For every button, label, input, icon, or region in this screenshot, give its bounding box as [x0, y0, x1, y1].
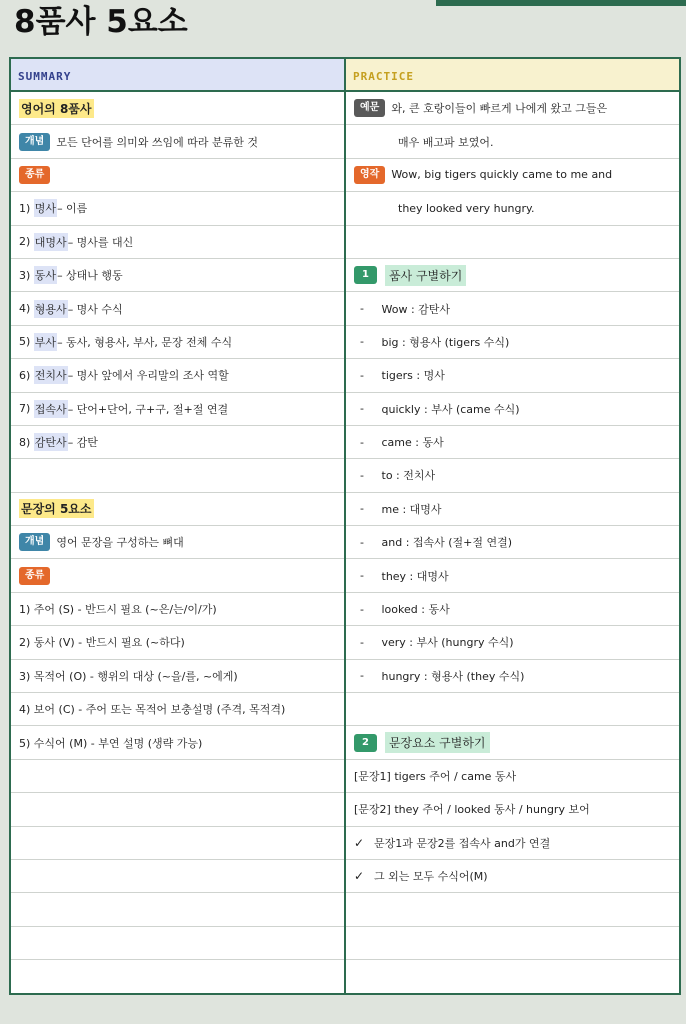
list-item — [11, 292, 344, 325]
sentence-elements-title-row — [11, 493, 344, 526]
elements-concept-row — [11, 526, 344, 559]
list-item: - Wow : 감탄사 — [346, 292, 679, 325]
section1-number-badge: 1 — [354, 266, 377, 284]
item-number: 4) — [19, 302, 31, 316]
types-badge: 종류 — [19, 166, 50, 184]
item-term: 대명사 — [34, 233, 68, 251]
parts-types-row — [11, 159, 344, 192]
list-item: - tigers : 명사 — [346, 359, 679, 392]
translation-row-1 — [346, 159, 679, 192]
translation-row-2 — [346, 192, 679, 225]
item-desc: – 단어+단어, 구+구, 절+절 연결 — [67, 402, 229, 416]
section1-title: 품사 구별하기 — [385, 265, 466, 286]
list-item: 2) 동사 (V) - 반드시 필요 (~하다) — [11, 626, 344, 659]
list-item: - and : 접속사 (절+절 연결) — [346, 526, 679, 559]
item-text: very : 부사 (hungry 수식) — [381, 636, 514, 650]
empty-row — [11, 893, 344, 926]
example-row-1 — [346, 92, 679, 125]
empty-row — [346, 960, 679, 993]
item-desc: – 이름 — [57, 202, 88, 216]
list-item: - hungry : 형용사 (they 수식) — [346, 660, 679, 693]
item-term: 부사 — [34, 333, 57, 351]
list-item: - big : 형용사 (tigers 수식) — [346, 326, 679, 359]
types-badge: 종류 — [19, 567, 50, 585]
item-term: 접속사 — [34, 400, 68, 418]
check-row — [346, 827, 679, 860]
item-desc: – 명사를 대신 — [67, 235, 134, 249]
item-number: 1) — [19, 201, 31, 215]
item-number: 5) — [19, 335, 31, 349]
item-term: 감탄사 — [34, 433, 68, 451]
item-term: 동사 — [34, 266, 57, 284]
practice-header: PRACTICE — [346, 59, 679, 92]
item-text: Wow : 감탄사 — [381, 302, 451, 316]
list-item: 5) 수식어 (M) - 부연 설명 (생략 가능) — [11, 726, 344, 759]
list-item: - looked : 동사 — [346, 593, 679, 626]
section2-number-badge: 2 — [354, 734, 377, 752]
translation-line: they looked very hungry. — [398, 201, 535, 215]
list-item — [11, 192, 344, 225]
section2-title: 문장요소 구별하기 — [385, 732, 490, 753]
item-desc: – 명사 수식 — [67, 302, 123, 316]
empty-row — [346, 226, 679, 259]
empty-row — [346, 927, 679, 960]
concept-badge: 개념 — [19, 133, 50, 151]
empty-row — [11, 827, 344, 860]
practice-column — [346, 59, 679, 993]
example-row-2 — [346, 125, 679, 158]
empty-row — [11, 459, 344, 492]
item-desc: – 감탄 — [67, 436, 98, 450]
item-text: me : 대명사 — [381, 502, 442, 516]
empty-row — [11, 960, 344, 993]
item-number: 6) — [19, 368, 31, 382]
check-icon: ✓ — [354, 869, 365, 884]
check-icon: ✓ — [354, 835, 365, 850]
section1-title-row — [346, 259, 679, 292]
list-item: - very : 부사 (hungry 수식) — [346, 626, 679, 659]
item-text: quickly : 부사 (came 수식) — [381, 402, 520, 416]
item-text: came : 동사 — [381, 436, 444, 450]
list-item — [11, 359, 344, 392]
item-text: tigers : 명사 — [381, 369, 445, 383]
example-badge: 예문 — [354, 99, 385, 117]
parts-concept-row — [11, 125, 344, 158]
empty-row — [11, 760, 344, 793]
parts-of-speech-title: 영어의 8품사 — [19, 99, 94, 118]
check-text: 그 외는 모두 수식어(M) — [374, 870, 488, 884]
item-text: looked : 동사 — [381, 603, 450, 617]
translation-badge: 영작 — [354, 166, 385, 184]
parts-of-speech-title-row — [11, 92, 344, 125]
item-term: 전치사 — [34, 366, 68, 384]
list-item: - to : 전치사 — [346, 459, 679, 492]
summary-rows — [11, 92, 344, 994]
list-item — [11, 226, 344, 259]
list-item: 3) 목적어 (O) - 행위의 대상 (~을/를, ~에게) — [11, 660, 344, 693]
empty-row — [346, 893, 679, 926]
summary-column — [11, 59, 346, 993]
summary-header: SUMMARY — [11, 59, 344, 92]
item-text: and : 접속사 (절+절 연결) — [381, 536, 513, 550]
example-line: 와, 큰 호랑이들이 빠르게 나에게 왔고 그들은 — [391, 102, 608, 116]
sentence2-row: [문장2] they 주어 / looked 동사 / hungry 보어 — [346, 793, 679, 826]
translation-line: Wow, big tigers quickly came to me and — [391, 168, 613, 182]
list-item: - they : 대명사 — [346, 559, 679, 592]
item-text: they : 대명사 — [381, 569, 449, 583]
item-desc: – 명사 앞에서 우리말의 조사 역할 — [67, 369, 229, 383]
list-item: 1) 주어 (S) - 반드시 필요 (~은/는/이/가) — [11, 593, 344, 626]
item-number: 7) — [19, 402, 31, 416]
empty-row — [11, 927, 344, 960]
item-text: hungry : 형용사 (they 수식) — [381, 669, 525, 683]
empty-row — [11, 860, 344, 893]
section2-title-row — [346, 726, 679, 759]
list-item: - came : 동사 — [346, 426, 679, 459]
page-title: 8품사 5요소 — [14, 4, 188, 40]
concept-text: 영어 문장을 구성하는 뼈대 — [56, 536, 184, 550]
example-line: 매우 배고파 보였어. — [398, 135, 494, 149]
check-row — [346, 860, 679, 893]
item-number: 2) — [19, 235, 31, 249]
practice-rows — [346, 92, 679, 994]
list-item: - me : 대명사 — [346, 493, 679, 526]
list-item — [11, 326, 344, 359]
sentence-elements-title: 문장의 5요소 — [19, 499, 94, 518]
list-item — [11, 259, 344, 292]
item-number: 8) — [19, 435, 31, 449]
concept-badge: 개념 — [19, 533, 50, 551]
empty-row — [346, 693, 679, 726]
item-desc: – 동사, 형용사, 부사, 문장 전체 수식 — [57, 335, 233, 349]
concept-text: 모든 단어를 의미와 쓰임에 따라 분류한 것 — [56, 135, 258, 149]
item-text: big : 형용사 (tigers 수식) — [381, 335, 510, 349]
sentence1-row: [문장1] tigers 주어 / came 동사 — [346, 760, 679, 793]
item-number: 3) — [19, 268, 31, 282]
elements-types-row — [11, 559, 344, 592]
list-item: 4) 보어 (C) - 주어 또는 목적어 보충설명 (주격, 목적격) — [11, 693, 344, 726]
list-item: - quickly : 부사 (came 수식) — [346, 393, 679, 426]
item-text: to : 전치사 — [381, 469, 436, 483]
top-accent-bar — [436, 0, 686, 6]
note-sheet — [9, 57, 681, 995]
check-text: 문장1과 문장2를 접속사 and가 연결 — [374, 836, 551, 850]
list-item — [11, 393, 344, 426]
item-term: 형용사 — [34, 300, 68, 318]
empty-row — [11, 793, 344, 826]
item-desc: – 상태나 행동 — [57, 269, 123, 283]
item-term: 명사 — [34, 199, 57, 217]
list-item — [11, 426, 344, 459]
